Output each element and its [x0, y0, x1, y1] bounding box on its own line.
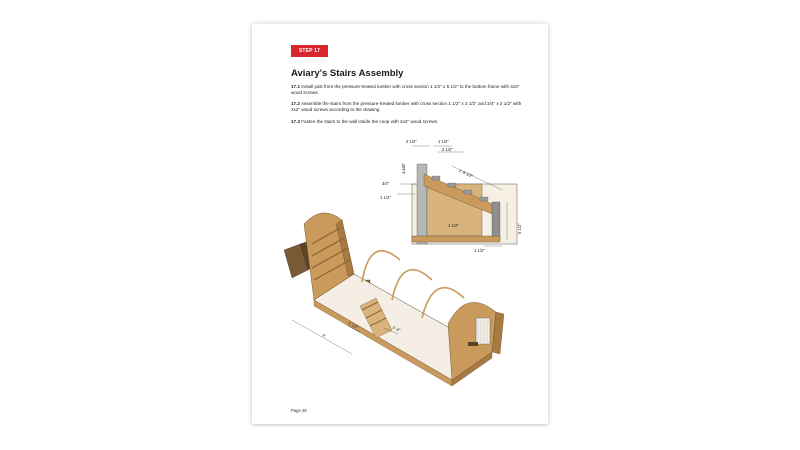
dim-label: 3/4" [382, 181, 390, 186]
page-title: Aviary's Stairs Assembly [291, 68, 404, 79]
dim-label: 5 1/2" [517, 223, 522, 234]
dim-label: 1 1/2" [347, 320, 360, 330]
dim-label: 2 1/2" [442, 147, 453, 152]
dim-label: 1 1/2" [380, 195, 391, 200]
dim-label: 1 1/2" [438, 139, 449, 144]
instruction-number: 17.1 [291, 84, 300, 89]
instruction-number: 17.3 [291, 119, 300, 124]
instruction-text: Fasten the stairs to the wall inside the coop with 2x2" wood screws. [301, 119, 439, 124]
instruction-text: Install joist from the pressure-treated lumber with cross section 1 1/2" x 5 1/2" to the bottom frame with 4x3" wood screws. [291, 84, 520, 96]
dim-label: 1'-3" [391, 324, 402, 333]
document-page [252, 24, 548, 424]
page-number: Page 29 [291, 408, 307, 413]
step-badge: STEP 17 [291, 45, 328, 57]
assembly-drawing [252, 24, 548, 424]
dim-label: 1 1/2" [448, 223, 459, 228]
dim-label: 2 1/2" [406, 139, 417, 144]
dim-label: 1'-8 1/2" [458, 167, 475, 179]
stairs-detail-drawing [380, 139, 522, 253]
dim-label: 4' [321, 332, 327, 339]
dim-label: 1 1/2" [401, 163, 406, 174]
instruction-text: Assemble the stairs from the pressure-treated lumber with cross section 1 1/2" x 2 1/2" and 3/4" x 2 1/2" with 2x2" wood screws according to the drawing. [291, 101, 522, 113]
dim-label: 1 1/2" [474, 248, 485, 253]
instruction-number: 17.2 [291, 101, 300, 106]
